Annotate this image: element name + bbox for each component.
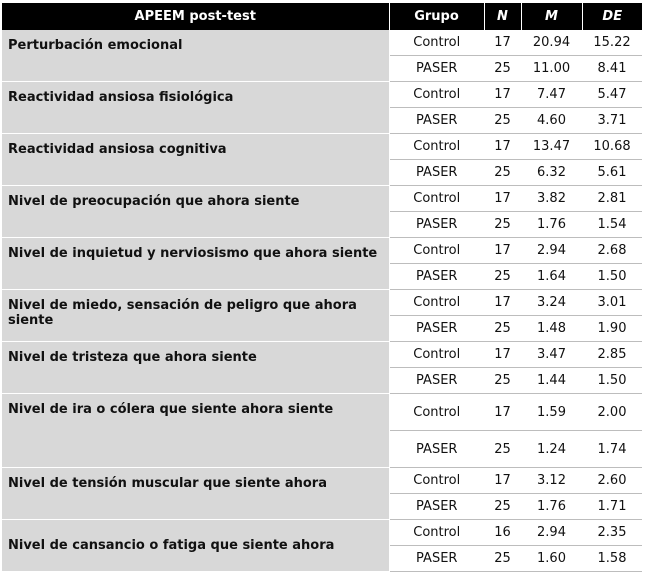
control-m-cell: 3.82 — [521, 186, 582, 212]
paser-n-cell: 25 — [484, 546, 521, 572]
table-row — [2, 468, 642, 494]
control-m-cell: 20.94 — [521, 30, 582, 56]
control-n-cell: 17 — [484, 30, 521, 56]
control-grupo-cell: Control — [389, 468, 484, 494]
header-variable: APEEM post-test — [2, 3, 389, 30]
header-de: DE — [582, 3, 642, 30]
paser-grupo-cell: PASER — [389, 264, 484, 290]
variable-label: Nivel de preocupación que ahora siente — [2, 186, 389, 238]
control-de-cell: 2.68 — [582, 238, 642, 264]
control-de-cell: 2.60 — [582, 468, 642, 494]
paser-de-cell: 1.90 — [582, 316, 642, 342]
control-grupo-cell: Control — [389, 82, 484, 108]
variable-label: Nivel de inquietud y nerviosismo que ahora siente — [2, 238, 389, 290]
control-de-cell: 2.85 — [582, 342, 642, 368]
paser-de-cell: 3.71 — [582, 108, 642, 134]
paser-n-cell: 25 — [484, 108, 521, 134]
paser-de-cell: 1.54 — [582, 212, 642, 238]
table-row — [2, 520, 642, 546]
table-row — [2, 238, 642, 264]
variable-label: Nivel de miedo, sensación de peligro que ahora siente — [2, 290, 389, 342]
variable-label: Nivel de ira o cólera que siente ahora siente — [2, 394, 389, 468]
table-row — [2, 82, 642, 108]
paser-m-cell: 1.44 — [521, 368, 582, 394]
control-m-cell: 3.12 — [521, 468, 582, 494]
results-table — [2, 3, 642, 572]
header-grupo: Grupo — [389, 3, 484, 30]
table-row — [2, 290, 642, 316]
header-n: N — [484, 3, 521, 30]
control-grupo-cell: Control — [389, 30, 484, 56]
paser-n-cell: 25 — [484, 494, 521, 520]
variable-label: Reactividad ansiosa fisiológica — [2, 82, 389, 134]
paser-m-cell: 1.76 — [521, 494, 582, 520]
control-de-cell: 15.22 — [582, 30, 642, 56]
control-n-cell: 17 — [484, 82, 521, 108]
table-row — [2, 394, 642, 431]
control-grupo-cell: Control — [389, 238, 484, 264]
paser-grupo-cell: PASER — [389, 494, 484, 520]
control-n-cell: 17 — [484, 290, 521, 316]
variable-label: Nivel de tensión muscular que siente ahora — [2, 468, 389, 520]
control-grupo-cell: Control — [389, 186, 484, 212]
control-de-cell: 2.35 — [582, 520, 642, 546]
control-n-cell: 17 — [484, 468, 521, 494]
paser-grupo-cell: PASER — [389, 212, 484, 238]
control-grupo-cell: Control — [389, 394, 484, 431]
paser-n-cell: 25 — [484, 212, 521, 238]
table-row — [2, 134, 642, 160]
paser-de-cell: 1.50 — [582, 368, 642, 394]
control-grupo-cell: Control — [389, 134, 484, 160]
paser-n-cell: 25 — [484, 264, 521, 290]
paser-de-cell: 8.41 — [582, 56, 642, 82]
paser-de-cell: 1.74 — [582, 431, 642, 468]
paser-m-cell: 1.76 — [521, 212, 582, 238]
paser-grupo-cell: PASER — [389, 160, 484, 186]
paser-m-cell: 1.48 — [521, 316, 582, 342]
control-m-cell: 3.24 — [521, 290, 582, 316]
control-m-cell: 7.47 — [521, 82, 582, 108]
table-row — [2, 342, 642, 368]
control-n-cell: 17 — [484, 394, 521, 431]
control-grupo-cell: Control — [389, 290, 484, 316]
control-n-cell: 17 — [484, 186, 521, 212]
control-grupo-cell: Control — [389, 520, 484, 546]
control-n-cell: 17 — [484, 134, 521, 160]
header-row — [2, 3, 642, 30]
paser-m-cell: 1.24 — [521, 431, 582, 468]
paser-grupo-cell: PASER — [389, 108, 484, 134]
table-row — [2, 30, 642, 56]
control-m-cell: 2.94 — [521, 238, 582, 264]
control-grupo-cell: Control — [389, 342, 484, 368]
variable-label: Reactividad ansiosa cognitiva — [2, 134, 389, 186]
table-row — [2, 186, 642, 212]
paser-m-cell: 11.00 — [521, 56, 582, 82]
control-m-cell: 3.47 — [521, 342, 582, 368]
paser-m-cell: 1.64 — [521, 264, 582, 290]
control-de-cell: 2.00 — [582, 394, 642, 431]
paser-n-cell: 25 — [484, 56, 521, 82]
paser-de-cell: 1.50 — [582, 264, 642, 290]
paser-de-cell: 5.61 — [582, 160, 642, 186]
variable-label: Nivel de cansancio o fatiga que siente ahora — [2, 520, 389, 572]
control-de-cell: 5.47 — [582, 82, 642, 108]
control-de-cell: 10.68 — [582, 134, 642, 160]
paser-n-cell: 25 — [484, 316, 521, 342]
paser-n-cell: 25 — [484, 160, 521, 186]
paser-n-cell: 25 — [484, 431, 521, 468]
paser-grupo-cell: PASER — [389, 431, 484, 468]
control-m-cell: 13.47 — [521, 134, 582, 160]
paser-de-cell: 1.71 — [582, 494, 642, 520]
control-de-cell: 3.01 — [582, 290, 642, 316]
paser-m-cell: 1.60 — [521, 546, 582, 572]
variable-label: Perturbación emocional — [2, 30, 389, 82]
control-m-cell: 2.94 — [521, 520, 582, 546]
paser-m-cell: 6.32 — [521, 160, 582, 186]
paser-m-cell: 4.60 — [521, 108, 582, 134]
paser-grupo-cell: PASER — [389, 56, 484, 82]
variable-label: Nivel de tristeza que ahora siente — [2, 342, 389, 394]
results-table-container — [2, 3, 642, 572]
paser-grupo-cell: PASER — [389, 546, 484, 572]
paser-grupo-cell: PASER — [389, 368, 484, 394]
paser-de-cell: 1.58 — [582, 546, 642, 572]
control-m-cell: 1.59 — [521, 394, 582, 431]
table-body — [2, 30, 642, 572]
control-n-cell: 17 — [484, 238, 521, 264]
control-de-cell: 2.81 — [582, 186, 642, 212]
control-n-cell: 17 — [484, 342, 521, 368]
header-m: M — [521, 3, 582, 30]
paser-n-cell: 25 — [484, 368, 521, 394]
control-n-cell: 16 — [484, 520, 521, 546]
paser-grupo-cell: PASER — [389, 316, 484, 342]
